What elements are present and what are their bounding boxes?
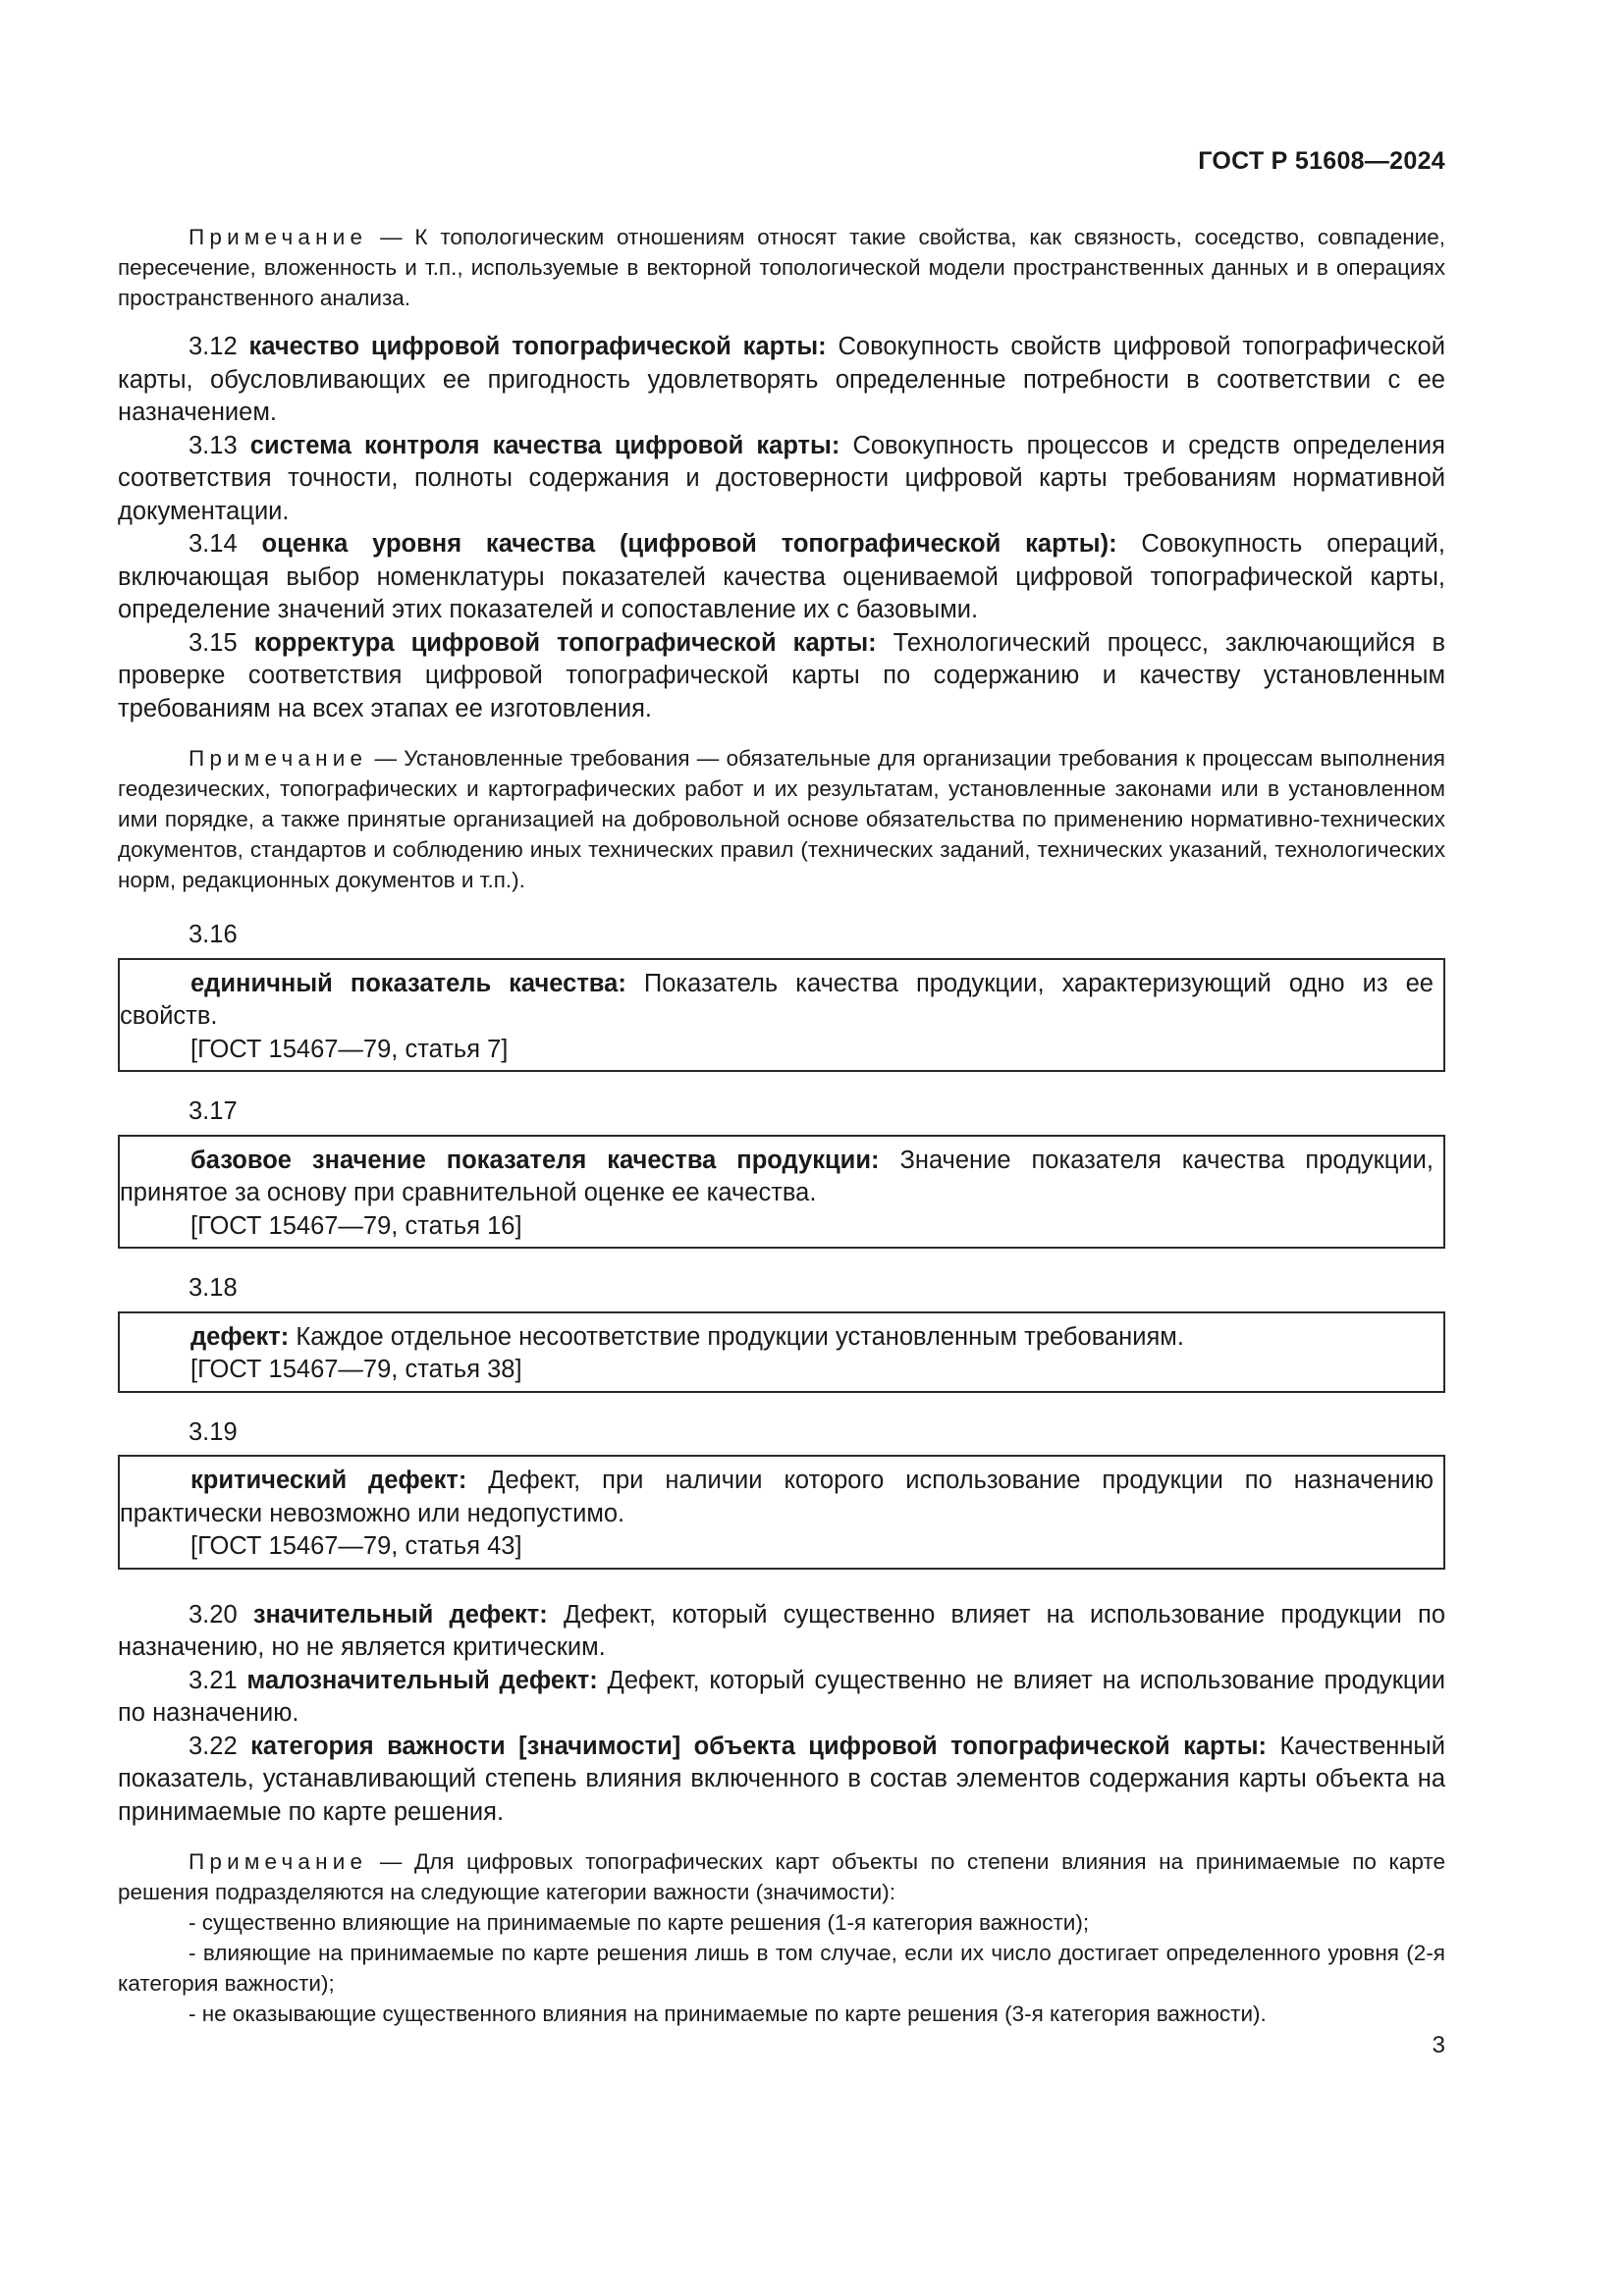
note-label: Примечание <box>189 1849 368 1874</box>
term-3-15: 3.15 корректура цифровой топографической карты: Технологический процесс, заключающийся в проверке соответствия цифровой топографической карты по содержанию и качеству установленным требованиям на всех этапах ее изготовления. <box>118 628 1445 722</box>
document-header: ГОСТ Р 51608—2024 <box>1198 147 1445 175</box>
note-3 <box>118 1846 1445 2029</box>
note-label: Примечание <box>189 225 368 249</box>
note-text: — К топологическим отношениям относят такие свойства, как связность, соседство, совпадение, пересечение, вложенность и т.п., используемые в векторной топологической модели пространственных данных и в операциях пространственного анализа. <box>118 225 1445 310</box>
term-3-13: 3.13 система контроля качества цифровой карты: Совокупность процессов и средств определения соответствия точности, полноты содержания и достоверности цифровой карты требованиям нормативной документации. <box>118 431 1445 525</box>
note-2 <box>118 743 1445 895</box>
term-name: корректура цифровой топографической карты: <box>253 628 877 657</box>
note-1 <box>118 222 1445 313</box>
term-number: 3.16 <box>189 921 238 948</box>
term-definition: Совокупность процессов и средств определения соответствия точности, полноты содержания и достоверности цифровой карты требованиям нормативной документации. <box>118 431 1445 525</box>
term-name: качество цифровой топографической карты: <box>248 333 827 360</box>
term-3-20: 3.20 значительный дефект: Дефект, который существенно влияет на использование продукции по назначению, но не является критическим. <box>118 1600 1445 1661</box>
term-definition: Каждое отдельное несоответствие продукции установленным требованиям. <box>289 1322 1184 1351</box>
note-label: Примечание <box>189 746 368 771</box>
term-definition: Совокупность свойств цифровой топографической карты, обусловливающих ее пригодность удовлетворять определенные потребности в соответствии с ее назначением. <box>118 333 1445 426</box>
term-definition: Значение показателя качества продукции, принятое за основу при сравнительной оценке ее качества. <box>120 1146 1434 1206</box>
term-name: критический дефект: <box>190 1467 467 1494</box>
boxed-term-3-17 <box>118 1135 1445 1250</box>
term-name: оценка уровня качества (цифровой топографической карты): <box>261 530 1117 558</box>
term-definition: Дефект, который существенно влияет на использование продукции по назначению, но не является критическим. <box>118 1600 1445 1661</box>
term-3-21: 3.21 малозначительный дефект: Дефект, который существенно не влияет на использование продукции по назначению. <box>118 1666 1445 1727</box>
term-number: 3.19 <box>189 1417 238 1446</box>
term-3-22: 3.22 категория важности [значимости] объекта цифровой топографической карты: Качественный показатель, устанавливающий степень влияния включенного в состав элементов содержания карты объекта на принимаемые по карте решения. <box>118 1732 1446 1826</box>
term-name: базовое значение показателя качества продукции: <box>190 1146 880 1174</box>
term-definition: Качественный показатель, устанавливающий степень влияния включенного в состав элементов содержания карты объекта на принимаемые по карте решения. <box>118 1732 1446 1826</box>
term-name: категория важности [значимости] объекта цифровой топографической карты: <box>250 1732 1268 1760</box>
list-item: - существенно влияющие на принимаемые по карте решения (1-я категория важности); <box>189 1910 1090 1935</box>
term-source: [ГОСТ 15467—79, статья 7] <box>190 1035 509 1063</box>
term-source: [ГОСТ 15467—79, статья 43] <box>190 1532 522 1560</box>
term-definition: Дефект, который существенно не влияет на использование продукции по назначению. <box>118 1666 1445 1727</box>
term-source: [ГОСТ 15467—79, статья 38] <box>190 1356 522 1383</box>
boxed-term-3-18 <box>118 1311 1445 1393</box>
list-item: - не оказывающие существенного влияния на принимаемые по карте решения (3-я категория важности). <box>189 2002 1267 2026</box>
term-number: 3.17 <box>189 1097 238 1125</box>
page-content <box>118 222 1445 2043</box>
list-item: - влияющие на принимаемые по карте решения лишь в том случае, если их число достигает определенного уровня (2-я категория важности); <box>118 1941 1445 1996</box>
term-name: система контроля качества цифровой карты: <box>249 431 840 459</box>
term-number: 3.18 <box>189 1274 238 1302</box>
term-name: дефект: <box>190 1322 290 1351</box>
term-name: малозначительный дефект: <box>246 1666 598 1694</box>
term-definition: Совокупность операций, включающая выбор номенклатуры показателей качества оцениваемой цифровой топографической карты, определение значений этих показателей и сопоставление их с базовыми. <box>118 530 1445 623</box>
term-3-14: 3.14 оценка уровня качества (цифровой топографической карты): Совокупность операций, включающая выбор номенклатуры показателей качества оцениваемой цифровой топографической карты, определение значений этих показателей и сопоставление их с базовыми. <box>118 530 1445 623</box>
term-name: значительный дефект: <box>252 1600 548 1629</box>
term-definition: Показатель качества продукции, характеризующий одно из ее свойств. <box>120 969 1434 1030</box>
term-name: единичный показатель качества: <box>190 969 626 997</box>
boxed-term-3-19 <box>118 1455 1445 1570</box>
boxed-term-3-16 <box>118 958 1445 1073</box>
term-definition: Технологический процесс, заключающийся в проверке соответствия цифровой топографической карты по содержанию и качеству установленным требованиям на всех этапах ее изготовления. <box>118 628 1445 722</box>
term-definition: Дефект, при наличии которого использование продукции по назначению практически невозможно или недопустимо. <box>120 1467 1434 1527</box>
page-number: 3 <box>1432 2032 1445 2058</box>
term-3-12: 3.12 качество цифровой топографической карты: Совокупность свойств цифровой топографической карты, обусловливающих ее пригодность удовлетворять определенные потребности в соответствии с ее назначением. <box>118 333 1445 426</box>
note-text: — Установленные требования — обязательные для организации требования к процессам выполнения геодезических, топографических и картографических работ и их результатам, установленные законами или в установленном ими порядке, а также принятые организацией на добровольной основе обязательства по применению нормативно-технических документов, стандартов и соблюдению иных технических правил (технических заданий, технических указаний, технологических норм, редакционных документов и т.п.). <box>118 746 1445 892</box>
note-text: — Для цифровых топографических карт объекты по степени влияния на принимаемые по карте решения подразделяются на следующие категории важности (значимости): <box>118 1849 1445 1904</box>
term-source: [ГОСТ 15467—79, статья 16] <box>190 1211 522 1240</box>
